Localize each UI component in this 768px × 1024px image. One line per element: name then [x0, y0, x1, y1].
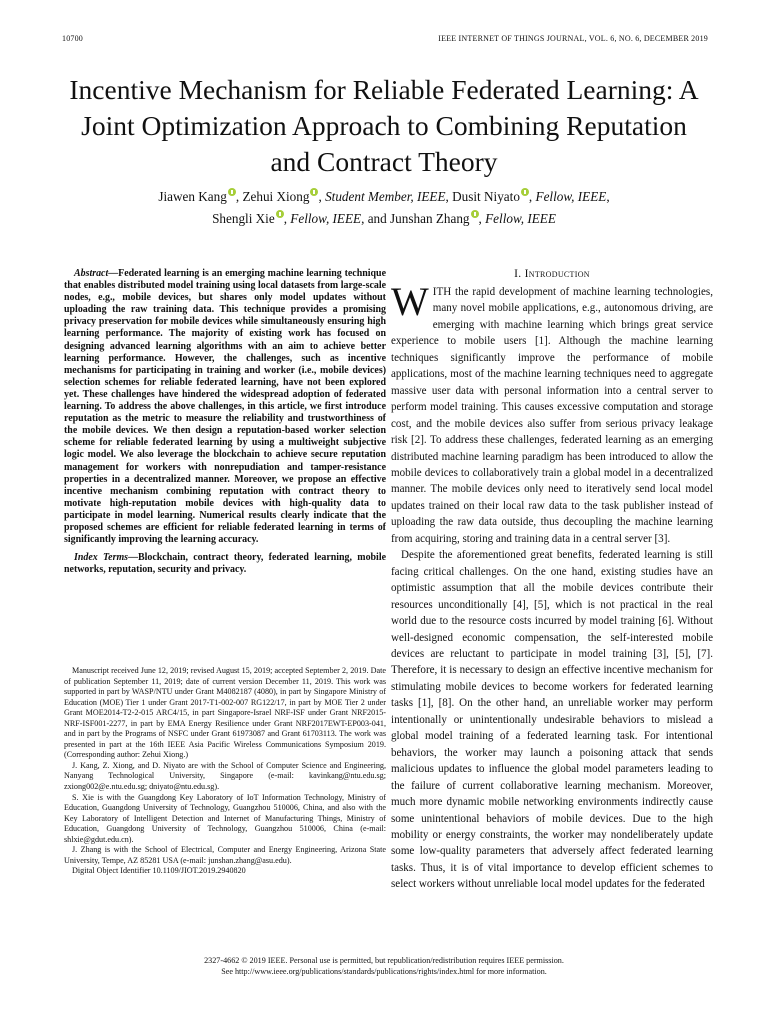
section-number: I.	[514, 268, 522, 280]
paper-title: Incentive Mechanism for Reliable Federated Learning: A Joint Optimization Approach to Combining Reputation and Contract Theory	[69, 74, 699, 177]
paragraph-text: ITH the rapid development of machine learning technologies, many novel mobile applications, e.g., autonomous driving, are emerging with machine learning which brings great service experience to mobile users [1]. Although the machine learning techniques significantly improve the performance of mobile applications, most of the machine learning techniques need to aggregate massive user data with personal information into a central server to perform model training. This causes excessive computation and storage cost, and the mobile devices also suffer from serious privacy leakage risk [2]. To address these challenges, federated learning as an emerging distributed machine learning paradigm has been introduced to allow the mobile devices to collaboratively train a global model in a decentralized manner. The mobile devices only need to iteratively send local model updates trained on their local raw data to the task publisher instead of uploading the raw data outside, thus decoupling the machine learning from acquiring, storing and training data in a central server [3].	[391, 286, 713, 545]
abstract-label: Abstract	[74, 268, 109, 279]
author-connector: and	[367, 211, 387, 226]
index-terms-label: Index Terms	[74, 552, 129, 564]
orcid-icon[interactable]	[521, 188, 529, 196]
orcid-icon[interactable]	[228, 188, 236, 196]
orcid-icon[interactable]	[310, 188, 318, 196]
footnote-funding: Manuscript received June 12, 2019; revised August 15, 2019; accepted September 2, 2019. Date of publication September 11, 2019; date of current version December 11, 2019. This work was supported in part by WASP/NTU under Grant M4082187 (4080), in part by Singapore Ministry of Education (MOE) Tier 1 under Grant 2017-T1-002-007 RG122/17, in part by MOE Tier 2 under Grant MOE2014-T2-2-015 ARC4/15, in part Singapore-Israel NRF-ISF under Grant NRF2015-NRF-ISF001-2277, in part by EMA Energy Resilience under Grant NRF2017EWT-EP003-041, and in part by the Programs of NSFC under Grant 61973087 and Grant 61703113. The work was presented in part at the 16th IEEE Asia Pacific Wireless Communications Symposium 2019. (Corresponding author: Zehui Xiong.)	[64, 666, 386, 760]
author-line-1: Jiawen Kang , Zehui Xiong , Student Member, IEEE, Dusit Niyato , Fellow, IEEE,	[158, 189, 610, 204]
right-column	[391, 268, 713, 893]
author-role: Student Member, IEEE	[325, 189, 446, 204]
copyright-notice	[60, 955, 708, 977]
drop-cap: W	[391, 279, 429, 324]
author-name: Jiawen Kang	[158, 189, 227, 204]
footnotes	[64, 666, 386, 877]
author-role: Fellow, IEEE	[290, 211, 362, 226]
index-terms	[64, 552, 386, 576]
orcid-icon[interactable]	[276, 210, 284, 218]
author-role: Fellow, IEEE	[535, 189, 607, 204]
intro-paragraph-2: Despite the aforementioned great benefits, federated learning is still facing critical challenges. On the one hand, existing studies have an optimistic assumption that all the mobile devices contribute their resources unconditionally [4], [5], which is not practical in the real world due to the resource costs incurred by model training [6]. Without well-designed economic compensation, the self-interested mobile devices are reluctant to participate in model training [3], [5], [7]. Therefore, it is necessary to design an effective incentive mechanism for stimulating mobile devices to become workers for federated learning tasks [1], [8]. On the other hand, an unreliable worker may perform intentionally or unintentionally undesirable behaviors to mislead a global model training of a federated learning task. For intentional behaviors, the worker may launch a poisoning attack that sends malicious updates to influence the global model parameters leading to the failure of current collaborative learning mechanism. Moreover, much more dynamic mobile networking environments indirectly cause some unintentional behaviors of mobile devices. Due to the high mobility or energy constraints, the worker may nondeliberately update some low-quality parameters that adversely affect federated learning tasks. Thus, it is of vital importance to develop efficient schemes to select workers without unreliable local model updates for the federated	[391, 549, 713, 891]
author-name: Dusit Niyato	[452, 189, 520, 204]
footnote-affiliation: S. Xie is with the Guangdong Key Laboratory of IoT Information Technology, Ministry of Education, Guangdong University of Technology, Guangzhou 510006, China, and also with the Key Laboratory of Intelligent Detection and Internet of Manufacturing Things, Ministry of Education, Guangdong University of Technology, Guangzhou 510006, China (e-mail: shlxie@gdut.edu.cn).	[64, 792, 386, 844]
rights-link[interactable]: See http://www.ieee.org/publications/standards/publications/rights/index.html for more information.	[221, 967, 547, 976]
intro-paragraph-1	[391, 279, 713, 547]
author-line-2: Shengli Xie , Fellow, IEEE, and Junshan Zhang , Fellow, IEEE	[212, 211, 556, 226]
author-name: Junshan Zhang	[390, 211, 470, 226]
author-role: Fellow, IEEE	[485, 211, 556, 226]
copyright-line: 2327-4662 © 2019 IEEE. Personal use is permitted, but republication/redistribution requires IEEE permission.	[204, 956, 564, 965]
abstract	[64, 268, 386, 546]
footnote-affiliation: J. Zhang is with the School of Electrical, Computer and Energy Engineering, Arizona State University, Tempe, AZ 85281 USA (e-mail: junshan.zhang@asu.edu).	[64, 845, 386, 865]
abstract-text: —Federated learning is an emerging machine learning technique that enables distributed model training using local datasets from large-scale nodes, e.g., mobile devices, but shares only model updates without uploading the raw training data. This technique provides a promising privacy preservation for mobile devices while simultaneously ensuring high learning performance. The majority of existing work has focused on designing advanced learning algorithms with an aim to achieve better learning performance. However, the challenges, such as incentive mechanisms for participating in training and worker (i.e., mobile devices) selection schemes for reliable federated learning, have not been explored yet. These challenges have hindered the widespread adoption of federated learning. To address the above challenges, in this article, we first introduce reputation as the metric to measure the reliability and trustworthiness of the mobile devices. We then design a reputation-based worker selection scheme for reliable federated learning by using a multiweight subjective logic model. We also leverage the blockchain to achieve secure reputation management for workers with nonrepudiation and tamper-resistance properties in a decentralized manner. Moreover, we propose an effective incentive mechanism combining reputation with contract theory to motivate high-reputation mobile devices with high-quality data to participate in model learning. Numerical results clearly indicate that the proposed schemes are efficient for reliable federated learning in terms of significantly improving the learning accuracy.	[64, 268, 386, 546]
index-terms-text: —Blockchain, contract theory, federated learning, mobile networks, reputation, security and privacy.	[64, 552, 386, 576]
journal-name: IEEE INTERNET OF THINGS JOURNAL, VOL. 6, NO. 6, DECEMBER 2019	[438, 34, 708, 43]
author-list	[60, 186, 708, 230]
author-name: Shengli Xie	[212, 211, 275, 226]
page-number: 10700	[62, 34, 83, 43]
footnote-doi: Digital Object Identifier 10.1109/JIOT.2019.2940820	[72, 866, 246, 876]
section-heading	[391, 268, 713, 280]
author-name: Zehui Xiong	[242, 189, 310, 204]
orcid-icon[interactable]	[471, 210, 479, 218]
left-column	[64, 268, 386, 586]
section-title: Introduction	[524, 268, 590, 280]
footnote-affiliation: J. Kang, Z. Xiong, and D. Niyato are with the School of Computer Science and Engineering, Nanyang Technological University, Singapore (e-mail: kavinkang@ntu.edu.sg; zxiong002@e.ntu.edu.sg; dniyato@ntu.edu.sg).	[64, 760, 386, 792]
